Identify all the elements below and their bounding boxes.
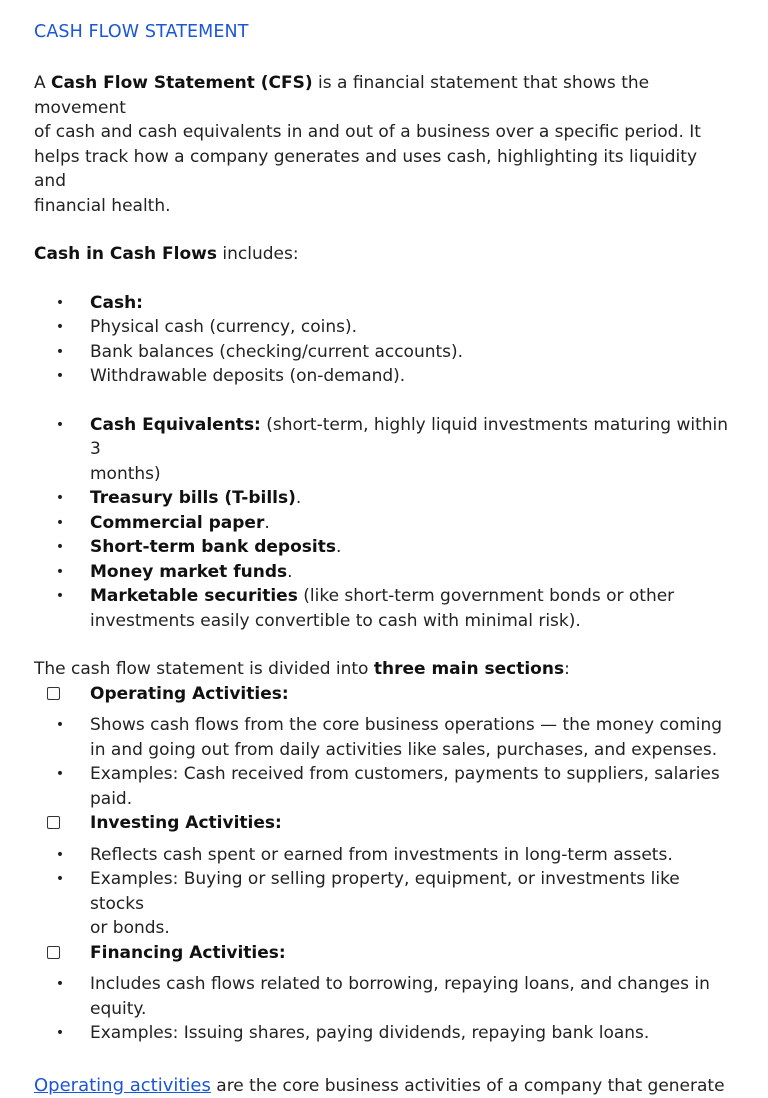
list-item [34, 315, 734, 340]
intro-line-1-rest: is a financial statement that shows the movement [34, 73, 649, 118]
includes-rest: includes: [217, 244, 299, 264]
section-heading-label: Investing Activities: [90, 813, 282, 833]
list-item-bold: Cash: [90, 293, 143, 313]
list-item-text-cont: or bonds. [90, 918, 170, 938]
list-item [34, 413, 734, 487]
list-item [34, 535, 734, 560]
list-item [34, 867, 734, 941]
checkbox-icon[interactable] [47, 946, 60, 959]
bullet-icon: • [54, 560, 66, 585]
list-item-text-cont: paid. [90, 789, 132, 809]
bullet-icon: • [54, 364, 66, 389]
includes-bold-term: Cash in Cash Flows [34, 244, 217, 264]
list-item-text: Bank balances (checking/current accounts). [90, 342, 463, 362]
final-paragraph [34, 1074, 734, 1098]
operating-activities-link[interactable]: Operating activities [34, 1075, 211, 1096]
bullet-icon: • [54, 315, 66, 340]
sections-intro-bold: three main sections [374, 659, 564, 679]
list-item-bold: Money market funds [90, 562, 287, 582]
section-heading-label: Operating Activities: [90, 684, 289, 704]
section-financing-heading [34, 941, 734, 966]
list-item [34, 291, 734, 316]
intro-paragraph [34, 71, 734, 218]
list-item-text: . [336, 537, 341, 557]
list-item-bold: Commercial paper [90, 513, 264, 533]
list-item-bold: Cash Equivalents: [90, 415, 261, 435]
bullet-icon: • [54, 713, 66, 738]
list-item-text-cont: investments easily convertible to cash with minimal risk). [90, 611, 581, 631]
list-item [34, 486, 734, 511]
list-item [34, 972, 734, 1021]
list-item-text: Reflects cash spent or earned from investments in long-term assets. [90, 845, 673, 865]
intro-line-2: of cash and cash equivalents in and out of a business over a specific period. It [34, 120, 734, 145]
list-item [34, 843, 734, 868]
intro-line-1 [34, 71, 734, 120]
list-item-text: . [264, 513, 269, 533]
list-item-text: Shows cash flows from the core business operations — the money coming [90, 715, 722, 735]
list-item-text: (like short-term government bonds or other [298, 586, 674, 606]
list-item-bold: Treasury bills (T-bills) [90, 488, 296, 508]
bullet-icon: • [54, 867, 66, 892]
checkbox-icon[interactable] [47, 816, 60, 829]
list-item-bold: Short-term bank deposits [90, 537, 336, 557]
bullet-icon: • [54, 762, 66, 787]
cash-list [34, 291, 734, 389]
bullet-icon: • [54, 843, 66, 868]
list-item [34, 511, 734, 536]
list-item-text: Physical cash (currency, coins). [90, 317, 357, 337]
intro-line-4: financial health. [34, 194, 734, 219]
bullet-icon: • [54, 486, 66, 511]
list-item [34, 713, 734, 762]
list-item-text: Examples: Issuing shares, paying dividends, repaying bank loans. [90, 1023, 649, 1043]
list-item [34, 1021, 734, 1046]
document-page [34, 18, 734, 1098]
bullet-icon: • [54, 535, 66, 560]
bullet-icon: • [54, 291, 66, 316]
list-item-text-cont: in and going out from daily activities like sales, purchases, and expenses. [90, 740, 717, 760]
list-item-text: Includes cash flows related to borrowing, repaying loans, and changes in [90, 974, 710, 994]
intro-prefix: A [34, 73, 51, 93]
bullet-icon: • [54, 1021, 66, 1046]
section-operating-heading [34, 682, 734, 707]
section-operating-list [34, 713, 734, 811]
list-item [34, 584, 734, 633]
list-item-text: Examples: Buying or selling property, equipment, or investments like stocks [90, 869, 680, 914]
list-item [34, 560, 734, 585]
cash-equivalents-list [34, 413, 734, 634]
bullet-icon: • [54, 511, 66, 536]
list-item [34, 364, 734, 389]
includes-heading [34, 242, 734, 267]
list-item-text-cont: months) [90, 464, 161, 484]
section-heading-label: Financing Activities: [90, 943, 286, 963]
sections-intro [34, 657, 734, 682]
section-financing-list [34, 972, 734, 1046]
list-item [34, 340, 734, 365]
list-item-text-cont: equity. [90, 999, 146, 1019]
checkbox-icon[interactable] [47, 687, 60, 700]
intro-line-3: helps track how a company generates and uses cash, highlighting its liquidity and [34, 145, 734, 194]
list-item [34, 762, 734, 811]
list-item-text: Examples: Cash received from customers, payments to suppliers, salaries [90, 764, 720, 784]
final-paragraph-text: are the core business activities of a company that generate [211, 1076, 725, 1096]
bullet-icon: • [54, 413, 66, 438]
bullet-icon: • [54, 584, 66, 609]
intro-bold-term: Cash Flow Statement (CFS) [51, 73, 313, 93]
sections-intro-colon: : [564, 659, 570, 679]
bullet-icon: • [54, 340, 66, 365]
list-item-text: (short-term, highly liquid investments maturing within 3 [90, 415, 728, 460]
list-item-text: Withdrawable deposits (on-demand). [90, 366, 405, 386]
bullet-icon: • [54, 972, 66, 997]
sections-intro-text: The cash flow statement is divided into [34, 659, 374, 679]
list-item-bold: Marketable securities [90, 586, 298, 606]
section-investing-heading [34, 811, 734, 836]
section-investing-list [34, 843, 734, 941]
list-item-text: . [287, 562, 292, 582]
document-title: CASH FLOW STATEMENT [34, 18, 734, 46]
list-item-text: . [296, 488, 301, 508]
